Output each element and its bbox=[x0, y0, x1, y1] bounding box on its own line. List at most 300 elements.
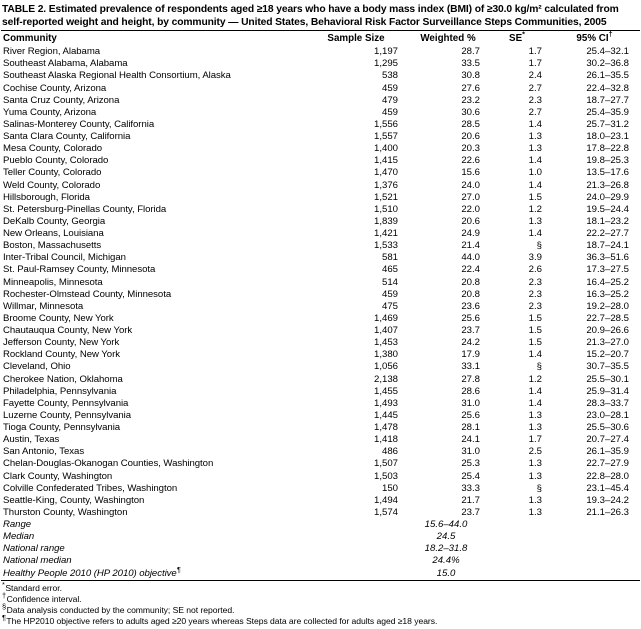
cell-weighted-pct: 27.0 bbox=[461, 191, 480, 203]
cell-weighted-pct: 22.6 bbox=[461, 155, 480, 167]
table-row bbox=[0, 252, 639, 264]
cell-ci: 13.5–17.6 bbox=[586, 167, 629, 179]
cell-community: Southeast Alabama, Alabama bbox=[3, 58, 128, 70]
cell-se: § bbox=[536, 361, 542, 373]
cell-community: Tioga County, Pennsylvania bbox=[3, 422, 121, 434]
cell-community: Yuma County, Arizona bbox=[3, 106, 97, 118]
cell-se: 1.2 bbox=[528, 203, 542, 215]
cell-ci: 20.9–26.6 bbox=[586, 325, 629, 337]
cell-weighted-pct: 21.7 bbox=[461, 494, 480, 506]
cell-se: 1.3 bbox=[528, 131, 542, 143]
cell-weighted-pct: 23.2 bbox=[461, 94, 480, 106]
cell-se: 2.7 bbox=[528, 82, 542, 94]
table-row bbox=[0, 289, 639, 301]
cell-ci: 30.2–36.8 bbox=[586, 58, 629, 70]
table-title-text-line2: self-reported weight and height, by community — United States, Behavioral Risk Factor Surveillance Steps Communities, 2005 bbox=[2, 16, 607, 28]
cell-se: 2.7 bbox=[528, 106, 542, 118]
cell-community: New Orleans, Louisiana bbox=[3, 228, 104, 240]
summary-row bbox=[0, 568, 639, 580]
cell-community: Minneapolis, Minnesota bbox=[3, 276, 103, 288]
table-row bbox=[0, 264, 639, 276]
cell-ci: 22.7–27.9 bbox=[586, 458, 629, 470]
cell-ci: 22.8–28.0 bbox=[586, 470, 629, 482]
cell-weighted-pct: 27.6 bbox=[461, 82, 480, 94]
table-row bbox=[0, 386, 639, 398]
cell-weighted-pct: 20.6 bbox=[461, 215, 480, 227]
cell-ci: 23.1–45.4 bbox=[586, 482, 629, 494]
table-row bbox=[0, 410, 639, 422]
col-header-sample-size: Sample Size bbox=[327, 32, 385, 44]
cell-ci: 26.1–35.9 bbox=[586, 446, 629, 458]
footnotes bbox=[0, 581, 641, 627]
data-table bbox=[0, 31, 639, 580]
cell-community: Broome County, New York bbox=[3, 312, 114, 324]
cell-ci: 19.8–25.3 bbox=[586, 155, 629, 167]
cell-weighted-pct: 21.4 bbox=[461, 240, 480, 252]
summary-value: 24.5 bbox=[436, 531, 456, 543]
cell-ci: 19.5–24.4 bbox=[586, 203, 629, 215]
cell-weighted-pct: 20.8 bbox=[461, 288, 480, 300]
cell-community: Southeast Alaska Regional Health Consortium, Alaska bbox=[3, 70, 231, 82]
footnote bbox=[2, 591, 639, 605]
cell-sample-size: 1,507 bbox=[373, 458, 398, 470]
cell-weighted-pct: 30.8 bbox=[461, 70, 480, 82]
summary-row bbox=[0, 531, 639, 543]
cell-weighted-pct: 24.2 bbox=[461, 337, 480, 349]
cell-community: Fayette County, Pennsylvania bbox=[3, 397, 129, 409]
footnote-marker: * bbox=[2, 580, 5, 590]
cell-weighted-pct: 33.5 bbox=[461, 58, 480, 70]
cell-community: Salinas-Monterey County, California bbox=[3, 118, 155, 130]
table-row bbox=[0, 131, 639, 143]
cell-weighted-pct: 23.7 bbox=[461, 506, 480, 518]
cell-ci: 21.1–26.3 bbox=[586, 506, 629, 518]
cell-community: Chautauqua County, New York bbox=[3, 325, 133, 337]
cell-se: 2.5 bbox=[528, 446, 542, 458]
table-row bbox=[0, 301, 639, 313]
cell-ci: 25.5–30.6 bbox=[586, 422, 629, 434]
summary-label bbox=[0, 555, 300, 567]
table-row bbox=[0, 107, 639, 119]
cell-weighted-pct: 25.6 bbox=[461, 409, 480, 421]
summary-label-text: National median bbox=[3, 555, 72, 567]
cell-weighted-pct: 24.9 bbox=[461, 228, 480, 240]
table-row bbox=[0, 337, 639, 349]
table-row bbox=[0, 374, 639, 386]
cell-sample-size: 1,453 bbox=[373, 337, 398, 349]
cell-ci: 23.0–28.1 bbox=[586, 409, 629, 421]
cell-ci: 18.7–24.1 bbox=[586, 240, 629, 252]
cell-ci: 21.3–27.0 bbox=[586, 337, 629, 349]
cell-community: Mesa County, Colorado bbox=[3, 143, 103, 155]
cell-weighted-pct: 17.9 bbox=[461, 349, 480, 361]
cell-sample-size: 1,376 bbox=[373, 179, 398, 191]
summary-se bbox=[484, 568, 550, 580]
cell-weighted-pct: 30.6 bbox=[461, 106, 480, 118]
cell-sample-size: 1,295 bbox=[373, 58, 398, 70]
col-header-se-footnote-marker: * bbox=[522, 29, 525, 39]
col-header-ci-label: 95% CI bbox=[576, 32, 609, 44]
col-header-ci bbox=[550, 31, 639, 46]
cell-community: Rochester-Olmstead County, Minnesota bbox=[3, 288, 172, 300]
cell-sample-size: 1,400 bbox=[373, 143, 398, 155]
cell-community: Weld County, Colorado bbox=[3, 179, 101, 191]
cell-se: 1.5 bbox=[528, 312, 542, 324]
footnote-text: Data analysis conducted by the community; SE not reported. bbox=[6, 605, 235, 615]
cell-ci: 18.1–23.2 bbox=[586, 215, 629, 227]
cell-se: 1.3 bbox=[528, 470, 542, 482]
cell-sample-size: 1,470 bbox=[373, 167, 398, 179]
cell-se: 1.4 bbox=[528, 349, 542, 361]
summary-se bbox=[484, 519, 550, 531]
cell-weighted-pct: 22.0 bbox=[461, 203, 480, 215]
table-row bbox=[0, 216, 639, 228]
cell-sample-size: 1,574 bbox=[373, 506, 398, 518]
cell-community: Santa Clara County, California bbox=[3, 131, 131, 143]
cell-se: 2.3 bbox=[528, 300, 542, 312]
cell-ci: 22.4–32.8 bbox=[586, 82, 629, 94]
cell-se: 1.4 bbox=[528, 179, 542, 191]
cell-sample-size: 465 bbox=[381, 264, 398, 276]
cell-weighted-pct: 24.0 bbox=[461, 179, 480, 191]
footnote-text: Standard error. bbox=[5, 583, 62, 594]
cell-community: Austin, Texas bbox=[3, 434, 60, 446]
cell-sample-size: 1,478 bbox=[373, 422, 398, 434]
cell-ci: 26.1–35.5 bbox=[586, 70, 629, 82]
table-row bbox=[0, 180, 639, 192]
cell-weighted-pct: 23.6 bbox=[461, 300, 480, 312]
cell-sample-size: 459 bbox=[381, 82, 398, 94]
cell-community: St. Petersburg-Pinellas County, Florida bbox=[3, 203, 167, 215]
cell-weighted-pct: 31.0 bbox=[461, 397, 480, 409]
cell-sample-size: 1,510 bbox=[373, 203, 398, 215]
cell-se: 1.4 bbox=[528, 155, 542, 167]
cell-sample-size: 1,521 bbox=[373, 191, 398, 203]
cell-ci: 17.8–22.8 bbox=[586, 143, 629, 155]
table-row bbox=[0, 277, 639, 289]
cell-ci: 15.2–20.7 bbox=[586, 349, 629, 361]
cell-community: Seattle-King, County, Washington bbox=[3, 494, 145, 506]
table-row bbox=[0, 446, 639, 458]
cell-se: 3.9 bbox=[528, 252, 542, 264]
cell-sample-size: 581 bbox=[381, 252, 398, 264]
table-row bbox=[0, 422, 639, 434]
summary-row bbox=[0, 519, 639, 531]
cell-se: 1.0 bbox=[528, 167, 542, 179]
summary-se bbox=[484, 543, 550, 555]
cell-sample-size: 1,418 bbox=[373, 434, 398, 446]
cell-sample-size: 1,407 bbox=[373, 325, 398, 337]
summary-label bbox=[0, 564, 300, 580]
cell-sample-size: 475 bbox=[381, 300, 398, 312]
cell-se: 2.3 bbox=[528, 276, 542, 288]
cell-ci: 28.3–33.7 bbox=[586, 397, 629, 409]
table-row bbox=[0, 325, 639, 337]
footnote-marker: § bbox=[2, 602, 7, 612]
cell-community: San Antonio, Texas bbox=[3, 446, 85, 458]
cell-sample-size: 486 bbox=[381, 446, 398, 458]
summary-label-text: Healthy People 2010 (HP 2010) objective bbox=[3, 567, 177, 579]
col-header-weighted-pct: Weighted % bbox=[420, 32, 476, 44]
cell-ci: 17.3–27.5 bbox=[586, 264, 629, 276]
cell-sample-size: 1,380 bbox=[373, 349, 398, 361]
cell-ci: 25.4–32.1 bbox=[586, 46, 629, 58]
cell-weighted-pct: 25.4 bbox=[461, 470, 480, 482]
cell-sample-size: 1,421 bbox=[373, 228, 398, 240]
table-row bbox=[0, 204, 639, 216]
cell-community: Teller County, Colorado bbox=[3, 167, 102, 179]
cell-weighted-pct: 28.6 bbox=[461, 385, 480, 397]
cell-community: Luzerne County, Pennsylvania bbox=[3, 409, 132, 421]
cell-sample-size: 150 bbox=[381, 482, 398, 494]
summary-label-text: National range bbox=[3, 543, 65, 555]
table-row bbox=[0, 143, 639, 155]
cell-weighted-pct: 23.7 bbox=[461, 325, 480, 337]
cell-se: 1.5 bbox=[528, 191, 542, 203]
cell-sample-size: 1,197 bbox=[373, 46, 398, 58]
summary-ci bbox=[550, 555, 639, 567]
cell-community: Rockland County, New York bbox=[3, 349, 120, 361]
cell-sample-size: 1,493 bbox=[373, 397, 398, 409]
cell-se: 1.4 bbox=[528, 228, 542, 240]
cell-community: Hillsborough, Florida bbox=[3, 191, 90, 203]
footnote-marker: ¶ bbox=[2, 613, 6, 623]
col-header-ci-footnote-marker: † bbox=[608, 29, 613, 39]
cell-community: DeKalb County, Georgia bbox=[3, 215, 106, 227]
cell-sample-size: 1,445 bbox=[373, 409, 398, 421]
col-header-community: Community bbox=[3, 32, 57, 44]
summary-se bbox=[484, 555, 550, 567]
cell-weighted-pct: 25.3 bbox=[461, 458, 480, 470]
cell-ci: 36.3–51.6 bbox=[586, 252, 629, 264]
summary-label bbox=[0, 531, 300, 543]
cell-se: 1.3 bbox=[528, 215, 542, 227]
table-row bbox=[0, 483, 639, 495]
cell-weighted-pct: 20.6 bbox=[461, 131, 480, 143]
summary-value: 18.2–31.8 bbox=[424, 543, 468, 555]
cell-ci: 25.7–31.2 bbox=[586, 118, 629, 130]
footnote bbox=[2, 602, 639, 616]
summary-sample-size bbox=[300, 531, 412, 543]
table-row bbox=[0, 83, 639, 95]
table-number: TABLE 2. bbox=[2, 4, 47, 15]
cell-ci: 22.2–27.7 bbox=[586, 228, 629, 240]
cell-se: 1.4 bbox=[528, 397, 542, 409]
table-row bbox=[0, 228, 639, 240]
table-row bbox=[0, 471, 639, 483]
cell-sample-size: 1,839 bbox=[373, 215, 398, 227]
cell-community: Colville Confederated Tribes, Washington bbox=[3, 482, 178, 494]
cell-ci: 19.2–28.0 bbox=[586, 300, 629, 312]
cell-ci: 25.9–31.4 bbox=[586, 385, 629, 397]
cell-ci: 25.5–30.1 bbox=[586, 373, 629, 385]
cell-sample-size: 1,503 bbox=[373, 470, 398, 482]
summary-sample-size bbox=[300, 543, 412, 555]
cell-se: 1.2 bbox=[528, 373, 542, 385]
cell-community: Clark County, Washington bbox=[3, 470, 113, 482]
cell-se: 1.5 bbox=[528, 325, 542, 337]
table-row bbox=[0, 155, 639, 167]
cell-se: 1.3 bbox=[528, 143, 542, 155]
cell-ci: 16.3–25.2 bbox=[586, 288, 629, 300]
cell-community: St. Paul-Ramsey County, Minnesota bbox=[3, 264, 156, 276]
col-header-se bbox=[484, 31, 550, 46]
table-row bbox=[0, 240, 639, 252]
cell-weighted-pct: 33.3 bbox=[461, 482, 480, 494]
cell-weighted-pct: 24.1 bbox=[461, 434, 480, 446]
table-row bbox=[0, 95, 639, 107]
cell-sample-size: 1,556 bbox=[373, 118, 398, 130]
table-row bbox=[0, 507, 639, 519]
table-row bbox=[0, 398, 639, 410]
summary-value: 24.4% bbox=[432, 555, 460, 567]
table-row bbox=[0, 458, 639, 470]
cell-community: Boston, Massachusetts bbox=[3, 240, 102, 252]
summary-label-footnote-marker: ¶ bbox=[176, 564, 181, 574]
cell-ci: 20.7–27.4 bbox=[586, 434, 629, 446]
cell-sample-size: 1,056 bbox=[373, 361, 398, 373]
cell-weighted-pct: 22.4 bbox=[461, 264, 480, 276]
cell-weighted-pct: 20.3 bbox=[461, 143, 480, 155]
summary-ci bbox=[550, 531, 639, 543]
summary-sample-size bbox=[300, 519, 412, 531]
cell-community: River Region, Alabama bbox=[3, 46, 101, 58]
header-row bbox=[0, 31, 639, 46]
cell-weighted-pct: 28.5 bbox=[461, 118, 480, 130]
cell-ci: 24.0–29.9 bbox=[586, 191, 629, 203]
cell-ci: 19.3–24.2 bbox=[586, 494, 629, 506]
summary-sample-size bbox=[300, 555, 412, 567]
table-row bbox=[0, 70, 639, 82]
summary-ci bbox=[550, 543, 639, 555]
table-row bbox=[0, 349, 639, 361]
footnote bbox=[2, 613, 639, 627]
cell-weighted-pct: 28.7 bbox=[461, 46, 480, 58]
table-body bbox=[0, 46, 639, 580]
cell-sample-size: 1,494 bbox=[373, 494, 398, 506]
cell-sample-size: 459 bbox=[381, 288, 398, 300]
cell-sample-size: 514 bbox=[381, 276, 398, 288]
cell-community: Thurston County, Washington bbox=[3, 506, 128, 518]
cell-se: 1.7 bbox=[528, 46, 542, 58]
cell-community: Santa Cruz County, Arizona bbox=[3, 94, 120, 106]
cell-community: Willmar, Minnesota bbox=[3, 300, 84, 312]
cell-se: 1.3 bbox=[528, 422, 542, 434]
cell-ci: 21.3–26.8 bbox=[586, 179, 629, 191]
table-row bbox=[0, 313, 639, 325]
table-row bbox=[0, 119, 639, 131]
cell-community: Pueblo County, Colorado bbox=[3, 155, 109, 167]
cell-se: 2.4 bbox=[528, 70, 542, 82]
summary-label-text: Median bbox=[3, 531, 35, 543]
footnote-text: The HP2010 objective refers to adults aged ≥20 years whereas Steps data are collected for adults aged ≥18 years. bbox=[6, 615, 438, 626]
table-header bbox=[0, 31, 639, 46]
summary-ci bbox=[550, 568, 639, 580]
cell-se: 1.7 bbox=[528, 434, 542, 446]
table-row bbox=[0, 46, 639, 58]
cell-community: Philadelphia, Pennsylvania bbox=[3, 385, 117, 397]
summary-se bbox=[484, 531, 550, 543]
cell-se: 2.3 bbox=[528, 288, 542, 300]
summary-label-text: Range bbox=[3, 519, 32, 531]
table-row bbox=[0, 167, 639, 179]
cell-se: 1.3 bbox=[528, 409, 542, 421]
summary-sample-size bbox=[300, 568, 412, 580]
summary-ci bbox=[550, 519, 639, 531]
cell-sample-size: 479 bbox=[381, 94, 398, 106]
cell-weighted-pct: 15.6 bbox=[461, 167, 480, 179]
cell-weighted-pct: 27.8 bbox=[461, 373, 480, 385]
cell-se: 1.4 bbox=[528, 118, 542, 130]
cell-ci: 18.7–27.7 bbox=[586, 94, 629, 106]
cell-se: 1.3 bbox=[528, 458, 542, 470]
cell-weighted-pct: 33.1 bbox=[461, 361, 480, 373]
cell-weighted-pct: 25.6 bbox=[461, 312, 480, 324]
cell-sample-size: 2,138 bbox=[373, 373, 398, 385]
cell-se: 2.3 bbox=[528, 94, 542, 106]
footnote-marker: † bbox=[2, 591, 7, 601]
cell-sample-size: 1,415 bbox=[373, 155, 398, 167]
col-header-se-label: SE bbox=[509, 32, 523, 44]
cell-sample-size: 1,557 bbox=[373, 131, 398, 143]
cell-weighted-pct: 44.0 bbox=[461, 252, 480, 264]
cell-se: 1.4 bbox=[528, 385, 542, 397]
cell-community: Inter-Tribal Council, Michigan bbox=[3, 252, 126, 264]
table-row bbox=[0, 495, 639, 507]
cell-weighted-pct: 31.0 bbox=[461, 446, 480, 458]
summary-value: 15.6–44.0 bbox=[424, 519, 468, 531]
table-row bbox=[0, 192, 639, 204]
cell-ci: 16.4–25.2 bbox=[586, 276, 629, 288]
cell-se: 1.3 bbox=[528, 494, 542, 506]
table-title-text-line1: Estimated prevalence of respondents aged ≥18 years who have a body mass index (BMI) of ≥30.0 kg/m² calculated from bbox=[48, 4, 619, 15]
footnote-text: Confidence interval. bbox=[6, 594, 82, 605]
cell-sample-size: 538 bbox=[381, 70, 398, 82]
cell-se: 1.5 bbox=[528, 337, 542, 349]
table-row bbox=[0, 361, 639, 373]
summary-value: 15.0 bbox=[436, 567, 456, 579]
summary-label bbox=[0, 543, 300, 555]
cell-sample-size: 459 bbox=[381, 106, 398, 118]
cell-ci: 30.7–35.5 bbox=[586, 361, 629, 373]
cell-sample-size: 1,533 bbox=[373, 240, 398, 252]
cell-sample-size: 1,469 bbox=[373, 312, 398, 324]
cell-community: Cherokee Nation, Oklahoma bbox=[3, 373, 123, 385]
cell-community: Jefferson County, New York bbox=[3, 337, 120, 349]
table-title bbox=[0, 0, 641, 30]
summary-row bbox=[0, 555, 639, 567]
cell-ci: 25.4–35.9 bbox=[586, 106, 629, 118]
cell-se: § bbox=[536, 240, 542, 252]
cell-se: 1.3 bbox=[528, 506, 542, 518]
cell-se: 1.7 bbox=[528, 58, 542, 70]
cell-ci: 18.0–23.1 bbox=[586, 131, 629, 143]
summary-row bbox=[0, 543, 639, 555]
cell-weighted-pct: 28.1 bbox=[461, 422, 480, 434]
table-title-line1 bbox=[2, 4, 619, 15]
cell-community: Cleveland, Ohio bbox=[3, 361, 71, 373]
table-row bbox=[0, 434, 639, 446]
table-row bbox=[0, 58, 639, 70]
cell-se: § bbox=[536, 482, 542, 494]
footnote bbox=[2, 580, 639, 594]
cell-ci: 22.7–28.5 bbox=[586, 312, 629, 324]
cell-community: Cochise County, Arizona bbox=[3, 82, 107, 94]
cell-weighted-pct: 20.8 bbox=[461, 276, 480, 288]
summary-label bbox=[0, 519, 300, 531]
cell-sample-size: 1,455 bbox=[373, 385, 398, 397]
cell-se: 2.6 bbox=[528, 264, 542, 276]
